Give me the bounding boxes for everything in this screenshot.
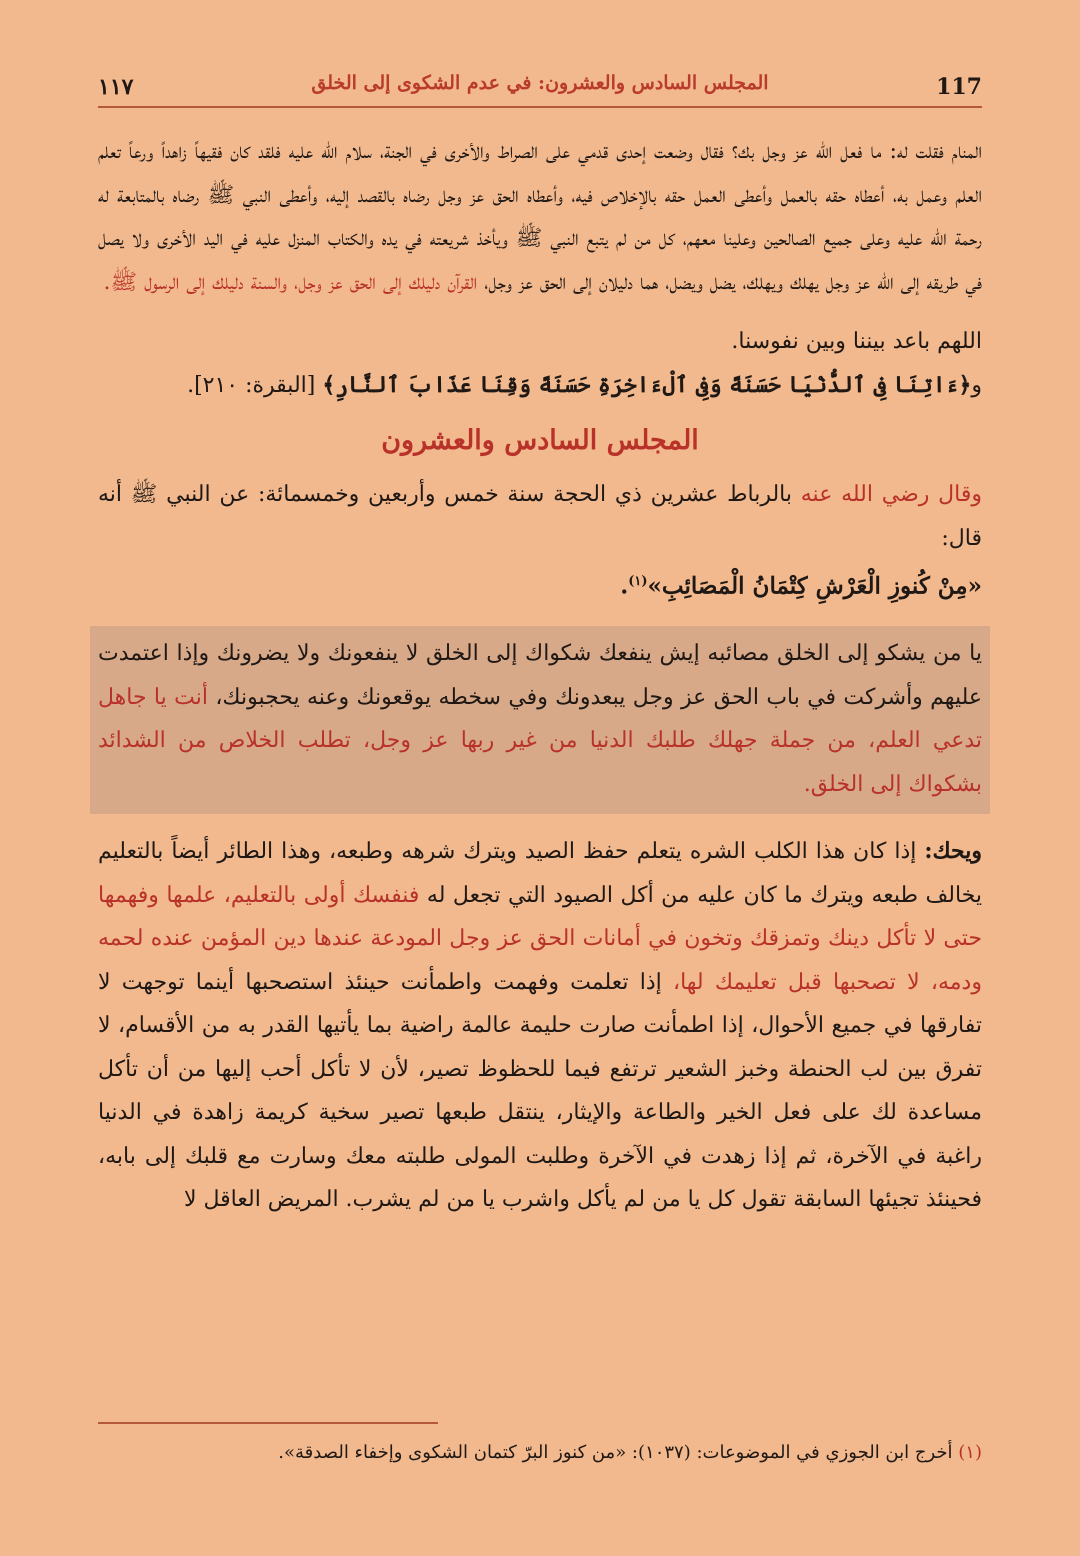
paragraph-opening-text: المنام فقلت له: ما فعل الله عز وجل بك؟ فقال وضعت إحدى قدمي على الصراط والأخرى في الجنة، سلام الله عليه فلقد كان فقيهاً زاهداً ورعاً تعلم العلم وعمل به، أعطاه حقه بالعمل وأعطى العمل حقه بالإخلاص فيه، وأعطاه الحق عز وجل رضاه بالقصد إليه، وأعطى النبي ﷺ رضاه بالمتابعة له رحمة الله عليه وعلى جميع الصالحين وعلينا معهم، كل من لم يتبع النبي ﷺ ويأخذ شريعته في يده والكتاب المنزل عليه في اليد الأخرى ولا يصل في طريقه إلى الله عز وجل يهلك ويهلك، يضل ويضل، هما دليلان إلى الحق عز وجل،: [98, 139, 982, 295]
hadith-line: «مِنْ كُنوزِ الْعَرْشِ كِتْمَانُ الْمَصَائِبِ»$^{(١)}$.: [620, 572, 982, 600]
paragraph-wayhak-text-b: إذا تعلمت وفهمت واطمأنت حينئذ استصحبها أينما توجهت لا تفارقها في جميع الأحوال، إذا اطمأنت صارت حليمة عالمة راضية بما يأتيها القدر به من الأقسام، لا تفرق بين لب الحنطة وخبز الشعير ترتفع فيما للحظوظ تصير، لأن لا تأكل أحب إليها من أن تأكل مساعدة لك على فعل الخير والطاعة والإيثار، ينتقل طبعها تصير سخية كريمة زاهدة في الدنيا راغبة في الآخرة، ثم إذا زهدت في الآخرة وطلبت المولى طلبته معك وسارت مع قلبك إلى بابه، فحينئذ تجيئها السابقة تقول كل يا من لم يأكل واشرب يا من لم يشرب. المريض العاقل لا: [98, 969, 982, 1213]
highlighted-passage: [90, 626, 990, 814]
highlighted-paragraph: [98, 632, 982, 806]
footnote-marker: (١): [958, 1442, 982, 1463]
paragraph-wayhak-red: فنفسك أولى بالتعليم، علمها وفهمها حتى لا تأكل دينك وتمزقك وتخون في أمانات الحق عز وجل المودعة عندها دين المؤمن عنده لحمه ودمه، لا تصحبها قبل تعليمك لها،: [98, 882, 982, 995]
hadith-text: «مِنْ كُنوزِ الْعَرْشِ كِتْمَانُ الْمَصَائِبِ»: [647, 572, 982, 600]
highlighted-red-text: أنت يا جاهل تدعي العلم، من جملة جهلك طلبك الدنيا من غير ربها عز وجل، تطلب الخلاص من الشدائد بشكواك إلى الخلق.: [98, 684, 982, 797]
footnote: [98, 1436, 982, 1470]
page-body: [98, 130, 982, 1222]
paragraph-intro: [98, 473, 982, 560]
page-number-eastern: ١١٧: [98, 74, 134, 100]
ayah-prefix: و: [971, 372, 982, 398]
page-header: [98, 62, 982, 108]
verse-reference: [البقرة: ٢١٠].: [187, 372, 316, 398]
paragraph-wayhak-text-a: إذا كان هذا الكلب الشره يتعلم حفظ الصيد ويترك شرهه وطبعه، وهذا الطائر أيضاً بالتعليم يخالف طبعه ويترك ما كان عليه من أكل الصيود التي تجعل له: [98, 839, 982, 908]
footnote-text: أخرج ابن الجوزي في الموضوعات: (١٠٣٧): «من كنوز البرّ كتمان الشكوى وإخفاء الصدقة».: [278, 1442, 953, 1463]
highlighted-text: يا من يشكو إلى الخلق مصائبه إيش ينفعك شكواك إلى الخلق لا ينفعونك ولا يضرونك وإذا اعتمدت عليهم وأشركت في باب الحق عز وجل يبعدونك وفي سخطه يوقعونك وعنه يحجبونك،: [98, 641, 982, 710]
intro-attribution: وقال رضي الله عنه: [800, 482, 982, 507]
footnote-reference: (١): [628, 574, 648, 589]
majlis-title: المجلس السادس والعشرون: [381, 425, 699, 456]
running-title: المجلس السادس والعشرون: في عدم الشكوى إلى الخلق: [311, 72, 769, 94]
ayah-line: [98, 364, 982, 408]
wayhak-label: ويحك:: [924, 838, 983, 865]
paragraph-opening: [98, 130, 982, 304]
intro-text: بالرباط عشرين ذي الحجة سنة خمس وأربعين وخمسمائة: عن النبي ﷺ أنه قال:: [98, 482, 982, 551]
paragraph-wayhak: [98, 830, 982, 1222]
footnote-divider: [98, 1422, 438, 1424]
page-number-western: 117: [936, 74, 982, 100]
quran-verse: ﴿ءَاتِنَا فِى ٱلدُّنْيَا حَسَنَةً وَفِى ٱلْءَاخِرَةِ حَسَنَةً وَقِنَا عَذَابَ ٱلنَّارِ﴾: [322, 371, 972, 398]
quran-sunnah-guidance: القرآن دليلك إلى الحق عز وجل، والسنة دليلك إلى الرسول ﷺ.: [103, 269, 478, 295]
dua-line: اللهم باعد بيننا وبين نفوسنا.: [731, 329, 982, 354]
